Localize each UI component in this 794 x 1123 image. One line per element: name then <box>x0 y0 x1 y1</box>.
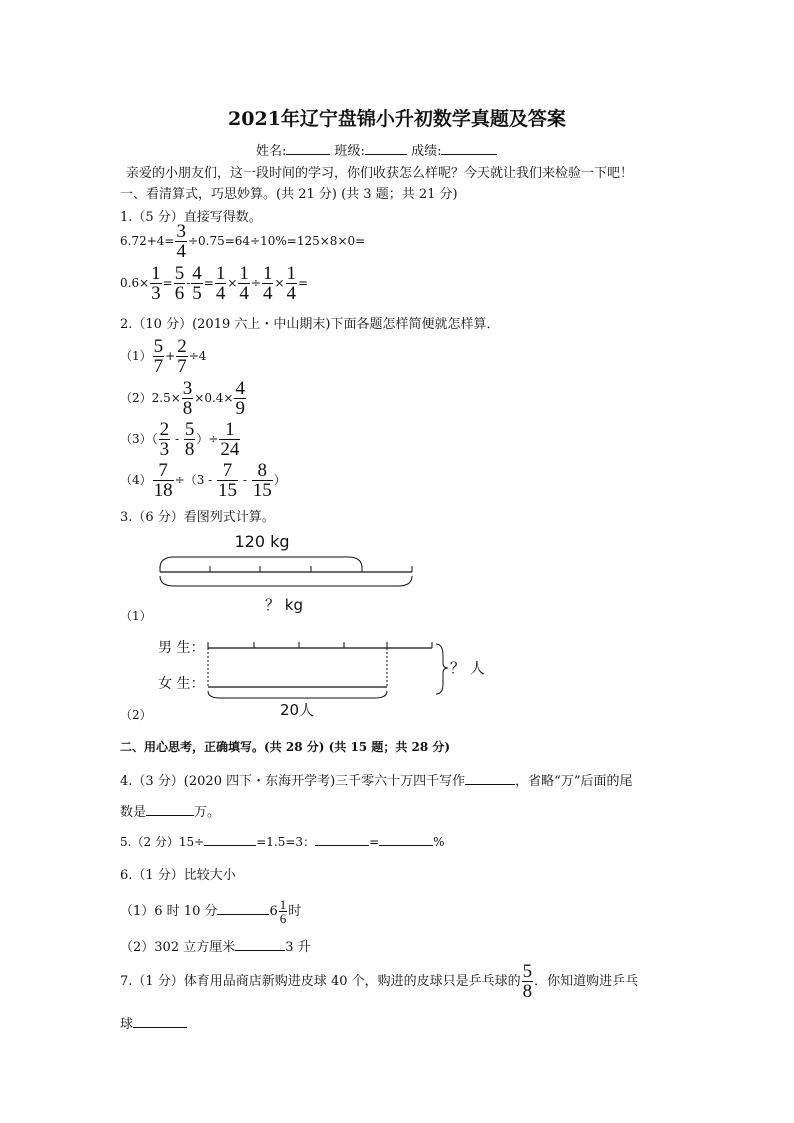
diagram2-bottom-label: 20人 <box>279 701 315 719</box>
q2-title: 2.（10 分）(2019 六上・中山期末)下面各题怎样简便就怎样算． <box>120 317 500 332</box>
operator: = <box>162 276 173 290</box>
q5-blank-3[interactable] <box>379 833 433 846</box>
q2-fraction: $\frac{2}{3}$ <box>159 419 170 460</box>
diagram1-bottom-label: ？ kg <box>265 596 303 614</box>
diagram2-girls-label: 女 生： <box>158 676 205 692</box>
q1-line2-fraction: $\frac{1}{4}$ <box>262 263 273 304</box>
operator: ÷ <box>250 276 261 290</box>
q5-text-4: % <box>433 835 445 849</box>
q2-expr-text: ÷4 <box>188 349 207 363</box>
q1-line1-suffix: ÷0.75=64÷10%=125×8×0= <box>187 234 366 248</box>
q2-fraction: $\frac{5}{8}$ <box>184 419 195 460</box>
q5-blank-1[interactable] <box>204 833 256 846</box>
q6-1-fraction: $\frac{1}{6}$ <box>279 897 287 926</box>
q2-expr-text: ×0.4× <box>194 391 234 405</box>
q6-2-text: （2）302 立方厘米 <box>120 940 236 955</box>
q3-diagram-2 <box>150 630 490 722</box>
q6-blank-2[interactable] <box>235 938 285 951</box>
q1-line1 <box>120 222 365 261</box>
q5-text: 5.（2 分）15÷ <box>120 835 205 849</box>
page-title: 2021年辽宁盘锦小升初数学真题及答案 <box>228 108 566 130</box>
q2-item-label: （4） <box>120 473 152 487</box>
q7-blank[interactable] <box>133 1015 187 1028</box>
q2-fraction: $\frac{3}{8}$ <box>182 378 193 419</box>
class-label: 班级: <box>334 144 365 159</box>
operator: = <box>203 276 214 290</box>
q5-blank-2[interactable] <box>315 833 369 846</box>
q2-fraction: $\frac{2}{7}$ <box>177 336 187 377</box>
q2-fraction: $\frac{4}{9}$ <box>235 378 245 419</box>
q1-title: 1.（5 分）直接写得数。 <box>120 210 262 225</box>
operator: - <box>186 276 191 290</box>
q1-line2-fraction: $\frac{1}{4}$ <box>286 263 297 304</box>
q3-label-2: （2） <box>120 708 152 722</box>
q2-item-4 <box>120 461 286 500</box>
q6-item-1 <box>120 898 301 925</box>
q1-fraction: $\frac{3}{4}$ <box>176 221 186 262</box>
q6-1-text: （1）6 时 10 分 <box>120 904 218 919</box>
q2-expr-text: - <box>171 432 183 446</box>
score-label: 成绩: <box>411 144 442 159</box>
q2-expr-text: 2.5× <box>151 391 181 405</box>
q1-line2-fraction: $\frac{5}{6}$ <box>174 263 185 304</box>
q3-diagram-1 <box>150 528 430 620</box>
q3-label-1: （1） <box>120 609 152 623</box>
operator: × <box>274 276 285 290</box>
q4-line1 <box>120 770 632 789</box>
diagram2-right-label: ？ 人 <box>450 659 485 677</box>
q1-line2-fraction: $\frac{1}{4}$ <box>215 263 226 304</box>
q5-text-2: =1.5=3： <box>256 835 316 849</box>
q1-line2-fraction: $\frac{1}{3}$ <box>151 263 161 304</box>
q4-text-3: 数是 <box>120 805 147 820</box>
intro-text: 亲爱的小朋友们，这一段时间的学习，你们收获怎么样呢？今天就让我们来检验一下吧！ <box>126 166 634 181</box>
q2-item-1 <box>120 337 206 376</box>
q6-title: 6.（1 分）比较大小 <box>120 868 236 883</box>
q3-title: 3.（6 分）看图列式计算。 <box>120 510 275 525</box>
diagram2-boys-label: 男 生： <box>158 640 205 656</box>
q6-2-text-2: 3 升 <box>285 940 311 955</box>
q4-blank-1[interactable] <box>465 772 515 785</box>
q2-expr-text: ）÷ <box>196 432 219 446</box>
section1-heading: 一、看清算式，巧思妙算。(共 21 分) (共 3 题；共 21 分) <box>120 187 458 202</box>
class-field[interactable] <box>365 142 407 155</box>
q2-fraction: $\frac{7}{15}$ <box>218 460 238 501</box>
q2-fraction: $\frac{7}{18}$ <box>153 460 173 501</box>
q6-blank-1[interactable] <box>217 902 269 915</box>
q2-expr-text: + <box>165 349 176 363</box>
q2-expr-text: （ <box>151 432 158 446</box>
name-field[interactable] <box>286 142 330 155</box>
q2-fraction: $\frac{1}{24}$ <box>220 419 240 460</box>
q7-text: 7.（1 分）体育用品商店新购进皮球 40 个，购进的皮球只是乒乓球的 <box>120 974 521 989</box>
q1-line2-fraction: $\frac{1}{4}$ <box>239 263 249 304</box>
info-line <box>256 140 497 159</box>
q2-item-2 <box>120 379 247 418</box>
score-field[interactable] <box>441 142 497 155</box>
q2-item-label: （2） <box>120 391 152 405</box>
q7-fraction: $\frac{5}{8}$ <box>522 961 533 1002</box>
q2-expr-text: ÷（3 - <box>174 473 217 487</box>
q2-expr-text: - <box>239 473 251 487</box>
q4-text: 4.（3 分）(2020 四下・东海开学考)三千零六十万四千写作 <box>120 774 466 789</box>
q2-item-3 <box>120 420 241 459</box>
diagram1-top-label: 120 kg <box>234 532 290 551</box>
q6-1-whole: 6 <box>269 904 278 919</box>
q7-line1 <box>120 962 638 1001</box>
q4-blank-2[interactable] <box>146 803 194 816</box>
q2-item-label: （1） <box>120 349 152 363</box>
q7-text-2: ．你知道购进乒乓 <box>534 974 639 989</box>
q2-fraction: $\frac{5}{7}$ <box>153 336 164 377</box>
name-label: 姓名: <box>256 144 287 159</box>
section2-heading: 二、用心思考，正确填写。(共 28 分) (共 15 题；共 28 分) <box>120 740 451 754</box>
q1-line1-prefix: 6.72+4= <box>120 234 175 248</box>
q2-expr-text: ） <box>273 473 286 487</box>
q1-line2-prefix: 0.6× <box>120 276 150 290</box>
q1-line2-tail: = <box>298 276 309 290</box>
operator: × <box>227 276 238 290</box>
q7-line2 <box>120 1013 187 1032</box>
q1-line2-fraction: $\frac{4}{5}$ <box>192 263 202 304</box>
q4-text-4: 万。 <box>194 805 221 820</box>
q5-line <box>120 833 445 850</box>
q2-item-label: （3） <box>120 432 152 446</box>
q1-line2 <box>120 264 308 303</box>
q6-item-2 <box>120 936 311 955</box>
q2-fraction: $\frac{8}{15}$ <box>252 460 272 501</box>
q7-text-3: 球 <box>120 1017 134 1032</box>
q6-1-text-2: 时 <box>288 904 302 919</box>
q4-line2 <box>120 801 220 820</box>
q4-text-2: ，省略“万”后面的尾 <box>515 774 633 789</box>
q5-text-3: = <box>369 835 380 849</box>
